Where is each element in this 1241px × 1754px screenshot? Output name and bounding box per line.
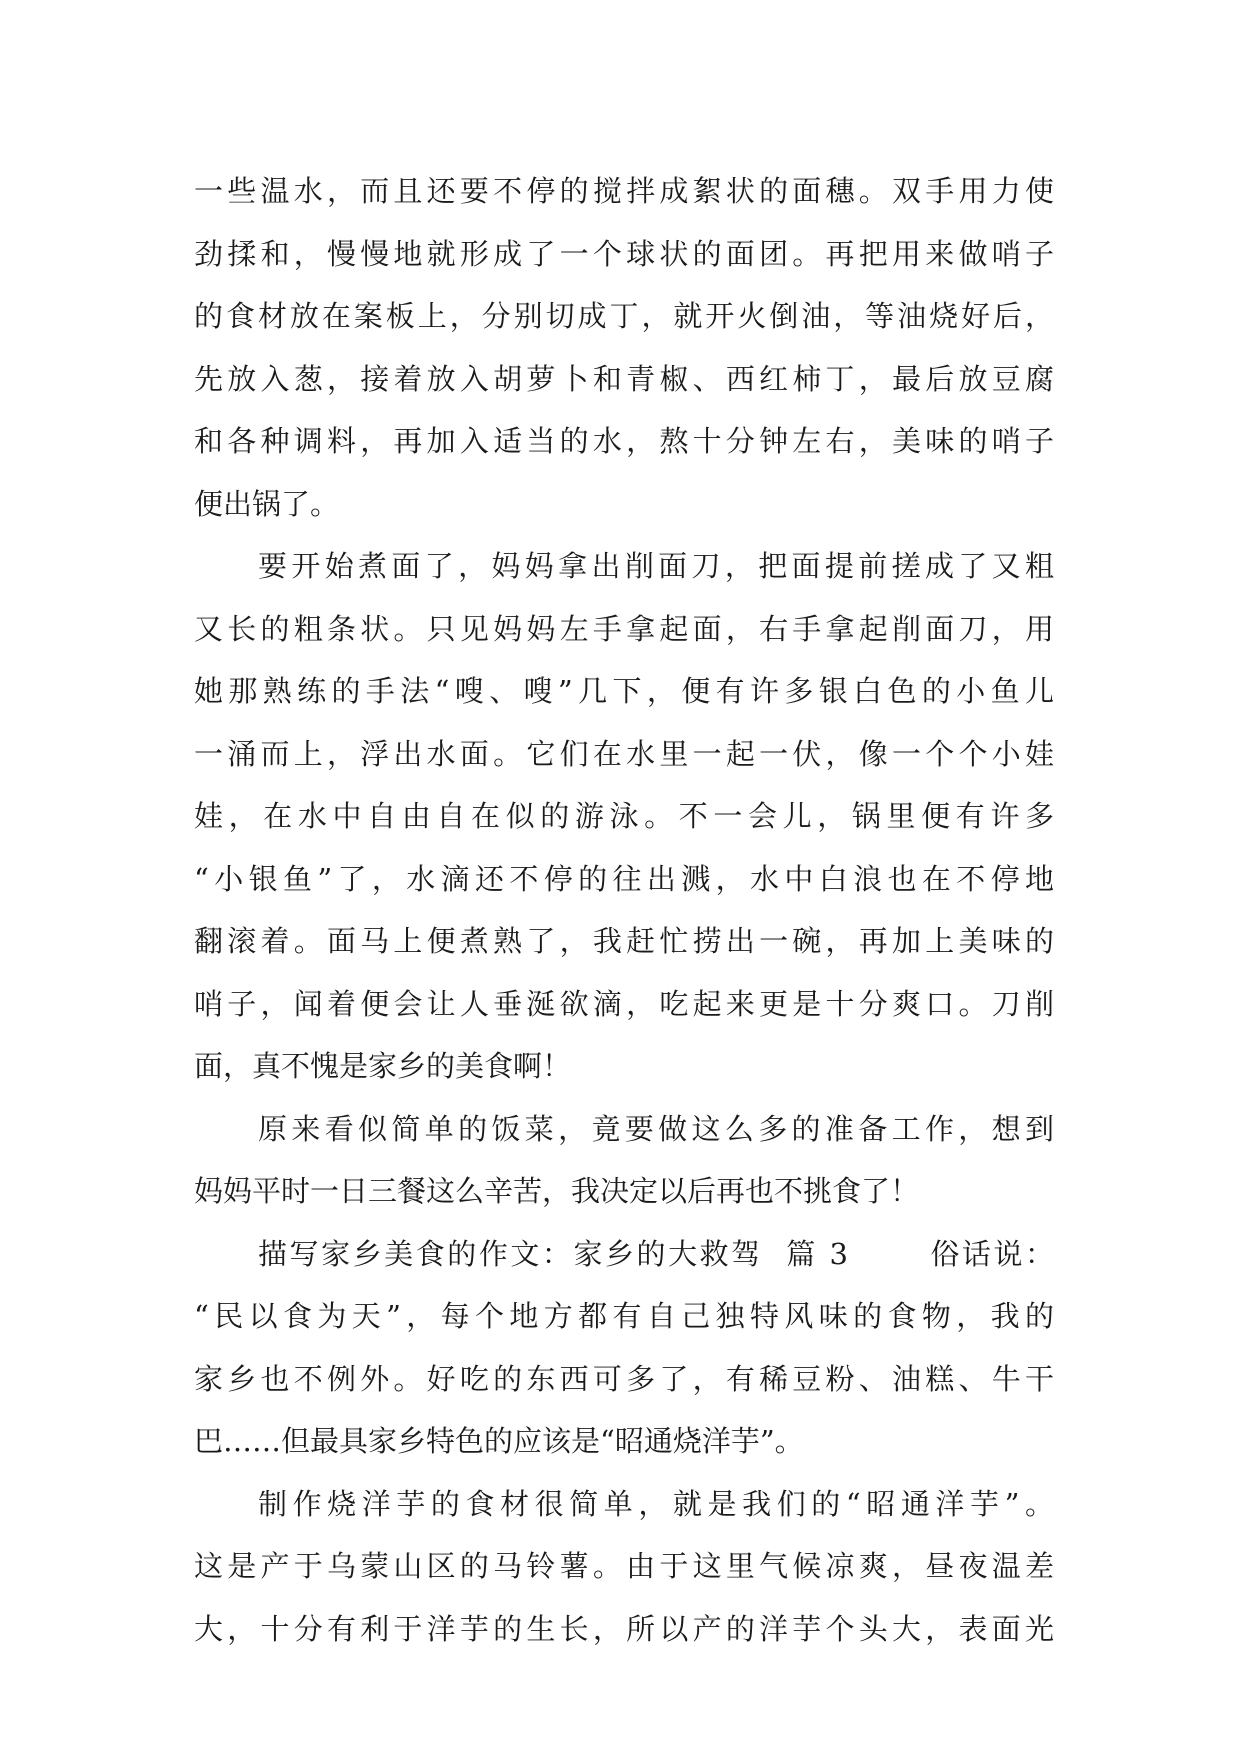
text-line: 又长的粗条状。只见妈妈左手拿起面，右手拿起削面刀，用 <box>194 611 1054 646</box>
text-line: 娃，在水中自由自在似的游泳。不一会儿，锅里便有许多 <box>194 799 1054 833</box>
text-line: 巴……但最具家乡特色的应该是“昭通烧洋芋”。 <box>194 1424 804 1458</box>
text-line: 劲揉和，慢慢地就形成了一个球状的面团。再把用来做哨子 <box>194 236 1054 271</box>
text-line: 她那熟练的手法“嗖、嗖”几下，便有许多银白色的小鱼儿 <box>194 674 1054 708</box>
text-line: 翻滚着。面马上便煮熟了，我赶忙捞出一碗，再加上美味的 <box>194 924 1054 958</box>
text-line: 原来看似简单的饭菜，竟要做这么多的准备工作，想到 <box>258 1111 1054 1146</box>
text-line: 要开始煮面了，妈妈拿出削面刀，把面提前搓成了又粗 <box>258 549 1054 583</box>
text-line: “小银鱼”了，水滴还不停的往出溅，水中白浪也在不停地 <box>194 861 1054 896</box>
text-line: 面，真不愧是家乡的美食啊！ <box>194 1049 572 1083</box>
text-line: 描写家乡美食的作文：家乡的大救驾 篇 3 俗话说： <box>258 1236 1054 1271</box>
document-body <box>194 160 1054 1660</box>
text-line: 哨子，闻着便会让人垂涎欲滴，吃起来更是十分爽口。刀削 <box>194 986 1054 1021</box>
text-line: 大，十分有利于洋芋的生长，所以产的洋芋个头大，表面光 <box>194 1611 1054 1646</box>
text-line: 便出锅了。 <box>194 486 340 521</box>
text-line: 一涌而上，浮出水面。它们在水里一起一伏，像一个个小娃 <box>194 736 1054 771</box>
text-line: 制作烧洋芋的食材很简单，就是我们的“昭通洋芋”。 <box>258 1486 1054 1521</box>
text-line: “民以食为天”，每个地方都有自己独特风味的食物，我的 <box>194 1299 1054 1333</box>
text-line: 一些温水，而且还要不停的搅拌成絮状的面穗。双手用力使 <box>194 174 1054 208</box>
text-line: 的食材放在案板上，分别切成丁，就开火倒油，等油烧好后， <box>194 299 1054 333</box>
text-line: 妈妈平时一日三餐这么辛苦，我决定以后再也不挑食了！ <box>194 1174 920 1208</box>
text-line: 家乡也不例外。好吃的东西可多了，有稀豆粉、油糕、牛干 <box>194 1361 1054 1396</box>
text-line: 和各种调料，再加入适当的水，熬十分钟左右，美味的哨子 <box>194 424 1054 458</box>
text-line: 这是产于乌蒙山区的马铃薯。由于这里气候凉爽，昼夜温差 <box>194 1549 1054 1583</box>
text-line: 先放入葱，接着放入胡萝卜和青椒、西红柿丁，最后放豆腐 <box>194 361 1054 396</box>
